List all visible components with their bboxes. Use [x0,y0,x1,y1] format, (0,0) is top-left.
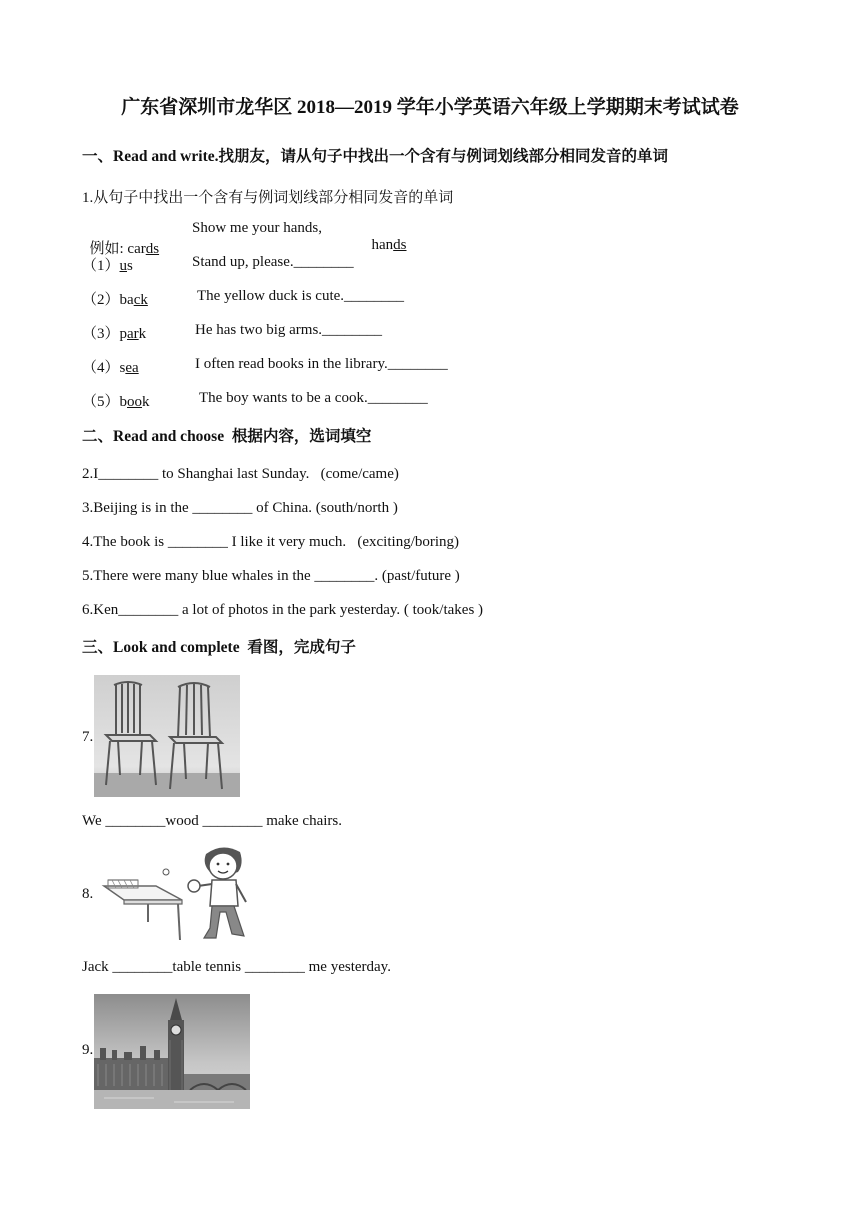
two-chairs-icon [94,675,240,797]
example-answer-underlined: ds [393,237,407,253]
section-3-heading: 三、Look and complete 看图，完成句子 [82,639,356,656]
table-tennis-icon [94,842,262,944]
section-1-heading: 一、Read and write.找朋友，请从句子中找出一个含有与例词划线部分相同发音的单词 [82,148,668,165]
item-2-sentence: The yellow duck is cute.________ [197,288,405,304]
question-9-number: 9. [82,1042,94,1058]
item-5-sentence: The boy wants to be a cook.________ [199,390,428,406]
table-tennis-image [94,842,262,944]
item-2-word: （2）back [82,292,148,308]
example-answer-prefix: han [371,237,394,253]
question-4: 4.The book is ________ I like it very much. (exciting/boring) [82,534,460,550]
question-2: 2.I________ to Shanghai last Sunday. (come/came) [82,466,399,482]
big-ben-image [94,994,250,1109]
question-8-number: 8. [82,886,94,902]
question-7-number: 7. [82,729,94,745]
question-5: 5.There were many blue whales in the ________. (past/future ) [82,568,460,584]
item-1-sentence: Stand up, please.________ [192,254,354,270]
question-3: 3.Beijing is in the ________ of China. (south/north ) [82,500,398,516]
question-6: 6.Ken________ a lot of photos in the park yesterday. ( took/takes ) [82,602,484,618]
question-8-sentence: Jack ________table tennis ________ me yesterday. [82,959,391,975]
question-1-instruction: 1.从句子中找出一个含有与例词划线部分相同发音的单词 [82,190,454,206]
page-title: 广东省深圳市龙华区 2018—2019 学年小学英语六年级上学期期末考试试卷 [121,97,739,118]
example-answer [364,220,407,254]
section-2-heading: 二、Read and choose 根据内容，选词填空 [82,428,372,445]
item-4-word: （4）sea [82,360,139,376]
item-5-word: （5）book [82,394,150,410]
chairs-image [94,675,240,797]
example-word-prefix: car [127,241,146,257]
example-label: 例如: [89,241,128,257]
item-3-sentence: He has two big arms.________ [195,322,383,338]
item-1-word: （1）us [82,258,133,274]
item-4-sentence: I often read books in the library.________ [195,356,448,372]
big-ben-icon [94,994,250,1109]
item-3-word: （3）park [82,326,147,342]
example-sentence: Show me your hands, [192,220,322,236]
question-7-sentence: We ________wood ________ make chairs. [82,813,342,829]
example-word-underlined: ds [145,241,160,257]
example-row [82,220,159,258]
